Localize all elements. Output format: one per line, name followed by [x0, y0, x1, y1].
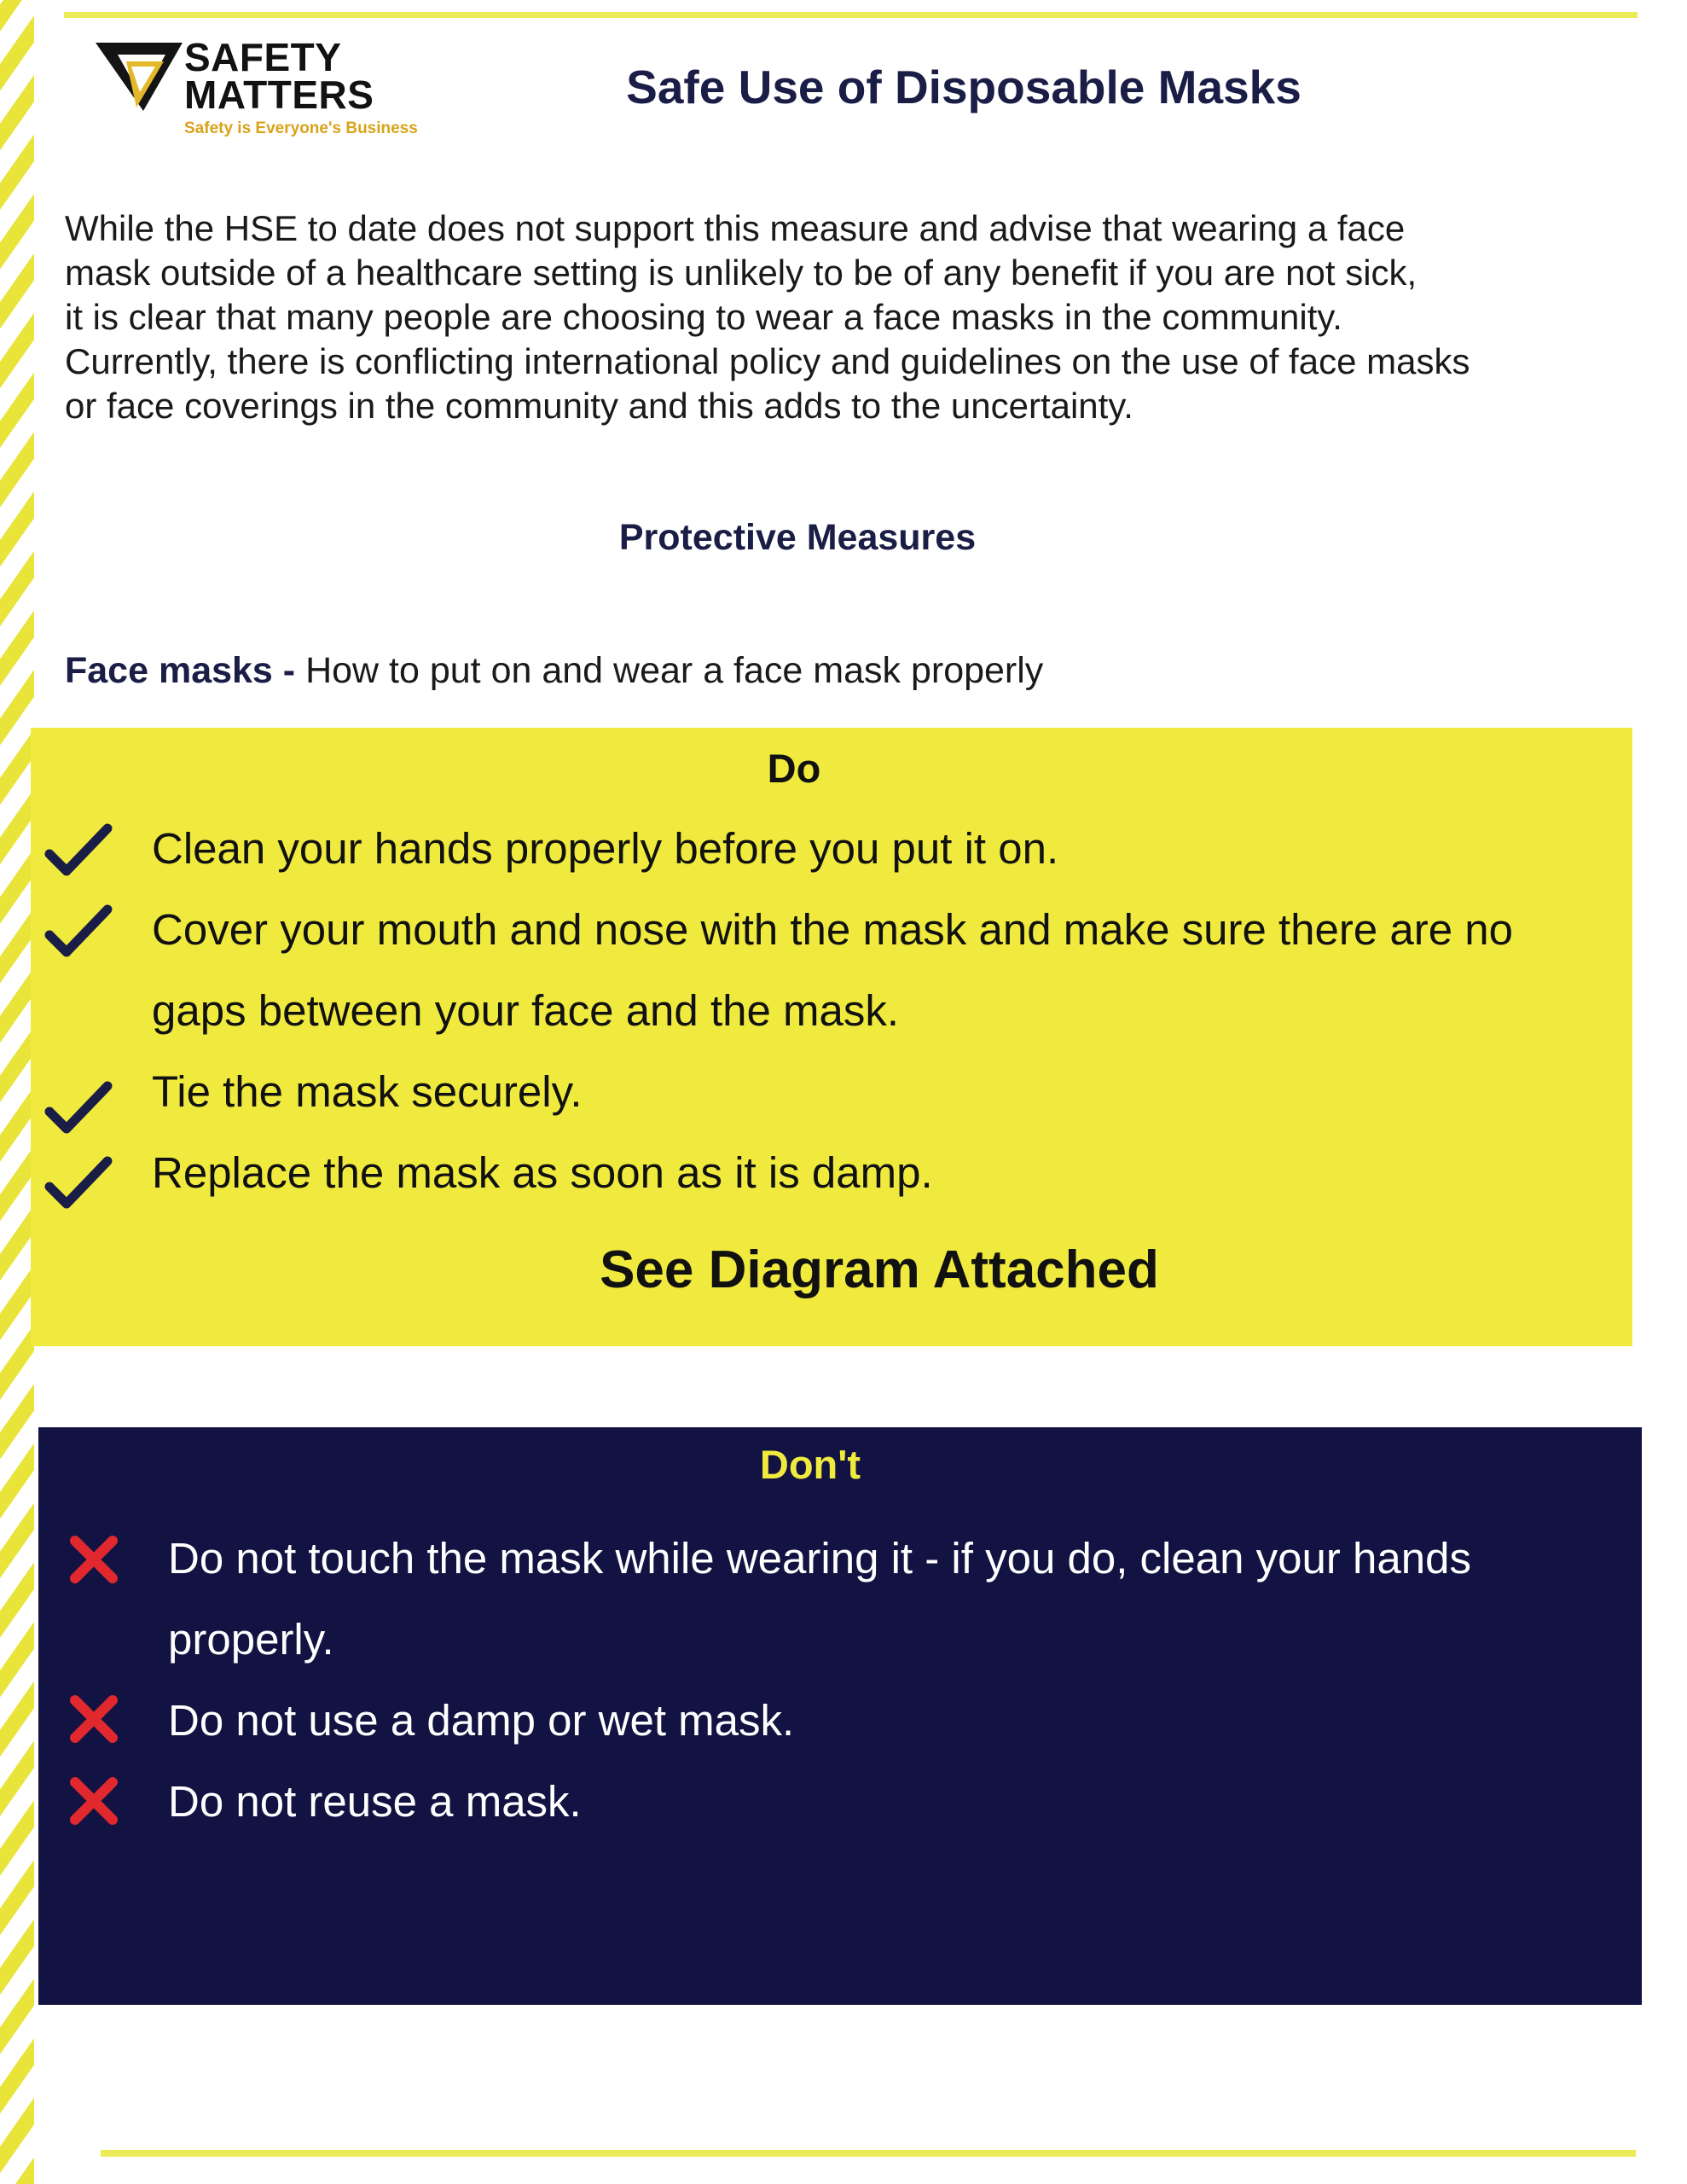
check-icon: [44, 1154, 113, 1214]
face-masks-label: Face masks -: [65, 650, 296, 691]
intro-line: Currently, there is conflicting international policy and guidelines on the use of face masks: [65, 341, 1470, 381]
do-item: Clean your hands properly before you put it on.: [152, 824, 1059, 873]
page-title: Safe Use of Disposable Masks: [626, 61, 1301, 113]
face-masks-line: [65, 650, 1043, 692]
dont-panel: [38, 1427, 1642, 2005]
see-diagram-note: See Diagram Attached: [600, 1240, 1159, 1299]
section-heading: Protective Measures: [618, 517, 977, 558]
logo-mark-icon: [92, 38, 186, 114]
logo-text-line2: MATTERS: [184, 73, 374, 117]
intro-line: or face coverings in the community and this adds to the uncertainty.: [65, 386, 1133, 426]
dont-item: Do not reuse a mask.: [168, 1777, 582, 1826]
check-icon: [44, 1079, 113, 1139]
intro-paragraph: [65, 206, 1600, 428]
do-item: Tie the mask securely.: [152, 1067, 583, 1116]
dont-item: Do not touch the mask while wearing it - if you do, clean your hands properly.: [168, 1534, 1471, 1664]
safety-matters-logo: [92, 35, 450, 140]
check-icon: [44, 822, 113, 881]
dont-heading: Don't: [759, 1442, 861, 1487]
face-masks-text: How to put on and wear a face mask properly: [305, 650, 1044, 691]
cross-icon: [68, 1693, 119, 1745]
check-icon: [44, 903, 113, 962]
logo-tagline: Safety is Everyone's Business: [184, 119, 418, 137]
do-heading: Do: [767, 746, 821, 791]
top-rule: [64, 12, 1638, 18]
bottom-rule: [101, 2150, 1636, 2157]
intro-line: While the HSE to date does not support this measure and advise that wearing a face: [65, 208, 1406, 248]
intro-line: mask outside of a healthcare setting is unlikely to be of any benefit if you are not sick,: [65, 253, 1417, 293]
do-panel: [31, 728, 1632, 1346]
cross-icon: [68, 1534, 119, 1585]
do-item: Cover your mouth and nose with the mask and make sure there are no gaps between your face and the mask.: [152, 905, 1514, 1035]
cross-icon: [68, 1775, 119, 1827]
do-item: Replace the mask as soon as it is damp.: [152, 1148, 933, 1197]
dont-item: Do not use a damp or wet mask.: [168, 1696, 795, 1745]
hazard-stripe-border: [0, 0, 34, 2184]
logo-text-line1: SAFETY: [184, 35, 342, 79]
intro-line: it is clear that many people are choosing to wear a face masks in the community.: [65, 297, 1342, 337]
